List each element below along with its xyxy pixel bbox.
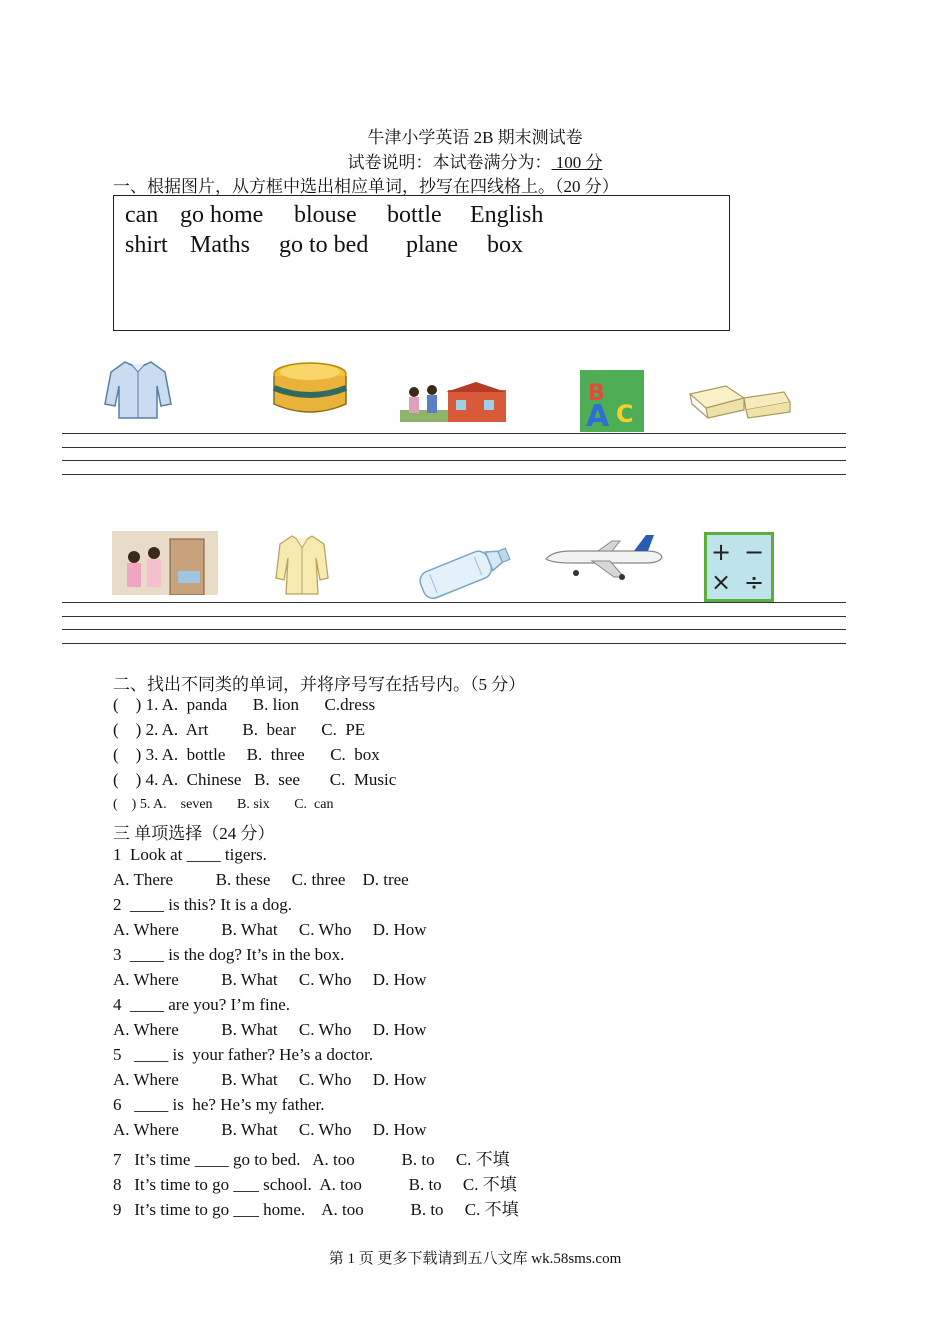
abc-letter: A: [586, 399, 610, 432]
part3-heading: 三 单项选择（24 分）: [113, 824, 275, 843]
plane-picture: [542, 533, 666, 581]
question-line: 1 Look at ____ tigers.: [113, 845, 267, 864]
open-box-picture: [686, 382, 792, 420]
go-to-bed-picture: [112, 531, 218, 595]
writing-line: [62, 602, 846, 603]
word-bank-word: Maths: [190, 232, 250, 258]
question-line: 5 ____ is your father? He’s a doctor.: [113, 1045, 374, 1064]
word-bank-word: go home: [180, 202, 264, 228]
word-bank-box: [113, 195, 730, 331]
part2-item: ( ) 3. A. bottle B. three C. box: [113, 745, 380, 764]
options-line: A. Where B. What C. Who D. How: [113, 970, 427, 989]
part2-item: ( ) 4. A. Chinese B. see C. Music: [113, 770, 397, 789]
question-line: 7 It’s time ____ go to bed. A. too B. to C. 不填: [113, 1150, 510, 1169]
word-bank-word: English: [470, 202, 544, 228]
word-bank-word: go to bed: [279, 232, 369, 258]
options-line: A. Where B. What C. Who D. How: [113, 1120, 427, 1139]
test-note: [0, 148, 950, 173]
bottle-picture: [408, 538, 516, 600]
go-home-picture: [400, 380, 506, 422]
part2-item: ( ) 2. A. Art B. bear C. PE: [113, 720, 366, 739]
options-line: A. Where B. What C. Who D. How: [113, 1070, 427, 1089]
question-line: 4 ____ are you? I’m fine.: [113, 995, 291, 1014]
word-bank-word: can: [125, 202, 159, 228]
writing-line: [62, 447, 846, 448]
writing-line: [62, 460, 846, 461]
times-symbol: ×: [710, 568, 732, 596]
divide-symbol: ÷: [743, 568, 765, 596]
writing-line: [62, 629, 846, 630]
minus-symbol: −: [743, 538, 765, 566]
box-picture: [270, 358, 352, 420]
test-note-prefix: 试卷说明：本试卷满分为：: [347, 153, 552, 172]
part1-heading: 一、根据图片，从方框中选出相应单词，抄写在四线格上。（20 分）: [113, 177, 619, 196]
question-line: 9 It’s time to go ___ home. A. too B. to C. 不填: [113, 1200, 519, 1219]
english-abc-picture: [580, 370, 644, 432]
part2-item: ( ) 5. A. seven B. six C. can: [113, 797, 334, 812]
test-score: 100 分: [551, 153, 603, 172]
part2-heading: 二、找出不同类的单词，并将序号写在括号内。（5 分）: [113, 675, 526, 694]
word-bank-word: box: [487, 232, 523, 258]
word-bank-word: plane: [406, 232, 458, 258]
page-title: 牛津小学英语 2B 期末测试卷: [367, 128, 583, 147]
blouse-picture: [274, 532, 330, 596]
word-bank-word: bottle: [387, 202, 442, 228]
question-line: 8 It’s time to go ___ school. A. too B. to C. 不填: [113, 1175, 517, 1194]
abc-letter: B: [588, 381, 605, 406]
shirt-picture: [103, 358, 173, 420]
options-line: A. There B. these C. three D. tree: [113, 870, 409, 889]
maths-picture: [704, 532, 774, 602]
options-line: A. Where B. What C. Who D. How: [113, 1020, 427, 1039]
options-line: A. Where B. What C. Who D. How: [113, 920, 427, 939]
question-line: 2 ____ is this? It is a dog.: [113, 895, 292, 914]
word-bank-word: blouse: [294, 202, 357, 228]
writing-line: [62, 616, 846, 617]
question-line: 6 ____ is he? He’s my father.: [113, 1095, 325, 1114]
writing-line: [62, 433, 846, 434]
question-line: 3 ____ is the dog? It’s in the box.: [113, 945, 345, 964]
plus-symbol: +: [710, 538, 732, 566]
abc-letter: C: [616, 400, 634, 428]
writing-line: [62, 474, 846, 475]
writing-line: [62, 643, 846, 644]
part2-item: ( ) 1. A. panda B. lion C.dress: [113, 695, 376, 714]
word-bank-word: shirt: [125, 232, 168, 258]
page-footer: 第 1 页 更多下载请到五八文库 wk.58sms.com: [328, 1251, 622, 1267]
